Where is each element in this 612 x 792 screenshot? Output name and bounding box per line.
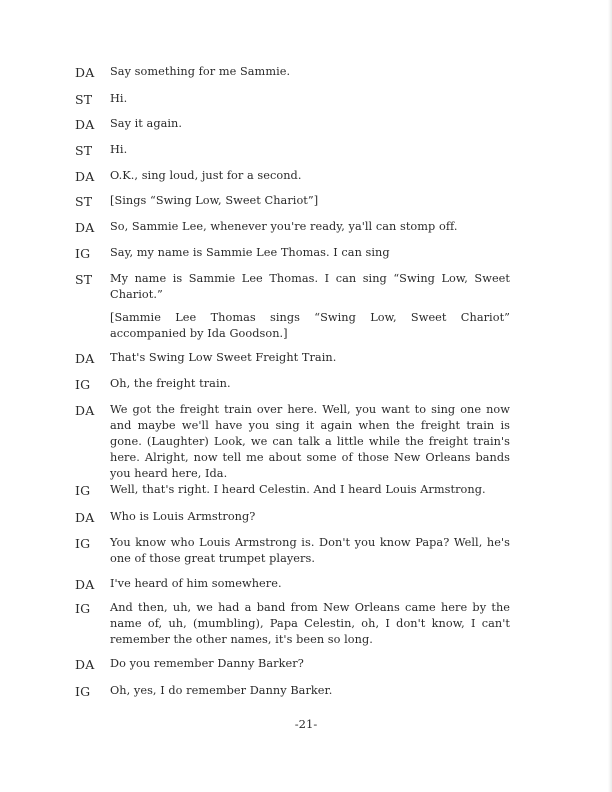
utterance-text: Do you remember Danny Barker?	[110, 657, 304, 670]
speaker-label: IG	[75, 246, 91, 261]
utterance-text: I've heard of him somewhere.	[110, 577, 282, 590]
speaker-label: ST	[75, 92, 93, 107]
utterance-text: You know who Louis Armstrong is. Don't you know Papa? Well, he's one of those great trumpet players.	[110, 536, 510, 565]
speaker-label: ST	[75, 194, 93, 209]
utterance-text: That's Swing Low Sweet Freight Train.	[110, 351, 337, 364]
speaker-label: ST	[75, 272, 93, 287]
speaker-label: DA	[75, 65, 95, 80]
speaker-label: IG	[75, 601, 91, 616]
utterance-text: Oh, yes, I do remember Danny Barker.	[110, 684, 333, 697]
utterance-text: So, Sammie Lee, whenever you're ready, ya'll can stomp off.	[110, 220, 458, 233]
utterance-text: [Sings “Swing Low, Sweet Chariot”]	[110, 194, 319, 207]
utterance-text: Say, my name is Sammie Lee Thomas. I can sing	[110, 246, 390, 259]
speaker-label: DA	[75, 220, 95, 235]
scan-edge	[608, 0, 612, 792]
utterance-text: Oh, the freight train.	[110, 377, 231, 390]
utterance-text: Well, that's right. I heard Celestin. And I heard Louis Armstrong.	[110, 483, 486, 496]
speaker-label: DA	[75, 657, 95, 672]
speaker-label: DA	[75, 577, 95, 592]
utterance-text: We got the freight train over here. Well, you want to sing one now and maybe we'll have you sing it again when the freight train is gone. (Laughter) Look, we can talk a little while the freight train's here. Alright, now tell me about some of those New Orleans bands you heard here, Ida.	[110, 403, 510, 480]
speaker-label: DA	[75, 117, 95, 132]
speaker-label: IG	[75, 536, 91, 551]
speaker-label: DA	[75, 403, 95, 418]
speaker-label: IG	[75, 483, 91, 498]
utterance-text: Who is Louis Armstrong?	[110, 510, 256, 523]
stage-direction-text: [Sammie Lee Thomas sings “Swing Low, Sweet Chariot” accompanied by Ida Goodson.]	[110, 311, 510, 340]
speaker-label: IG	[75, 377, 91, 392]
utterance-text: My name is Sammie Lee Thomas. I can sing “Swing Low, Sweet Chariot.”	[110, 272, 510, 301]
utterance-text: Say it again.	[110, 117, 183, 130]
speaker-label: DA	[75, 510, 95, 525]
utterance-text: And then, uh, we had a band from New Orleans came here by the name of, uh, (mumbling), Papa Celestin, oh, I don't know, I can't remember the other names, it's been so long.	[110, 601, 510, 646]
speaker-label: DA	[75, 169, 95, 184]
utterance-text: Hi.	[110, 92, 128, 105]
utterance-text: Hi.	[110, 143, 128, 156]
utterance-text: Say something for me Sammie.	[110, 65, 291, 78]
speaker-label: ST	[75, 143, 93, 158]
speaker-label: IG	[75, 684, 91, 699]
page-number: -21-	[294, 717, 318, 731]
utterance-text: O.K., sing loud, just for a second.	[110, 169, 302, 182]
speaker-label: DA	[75, 351, 95, 366]
